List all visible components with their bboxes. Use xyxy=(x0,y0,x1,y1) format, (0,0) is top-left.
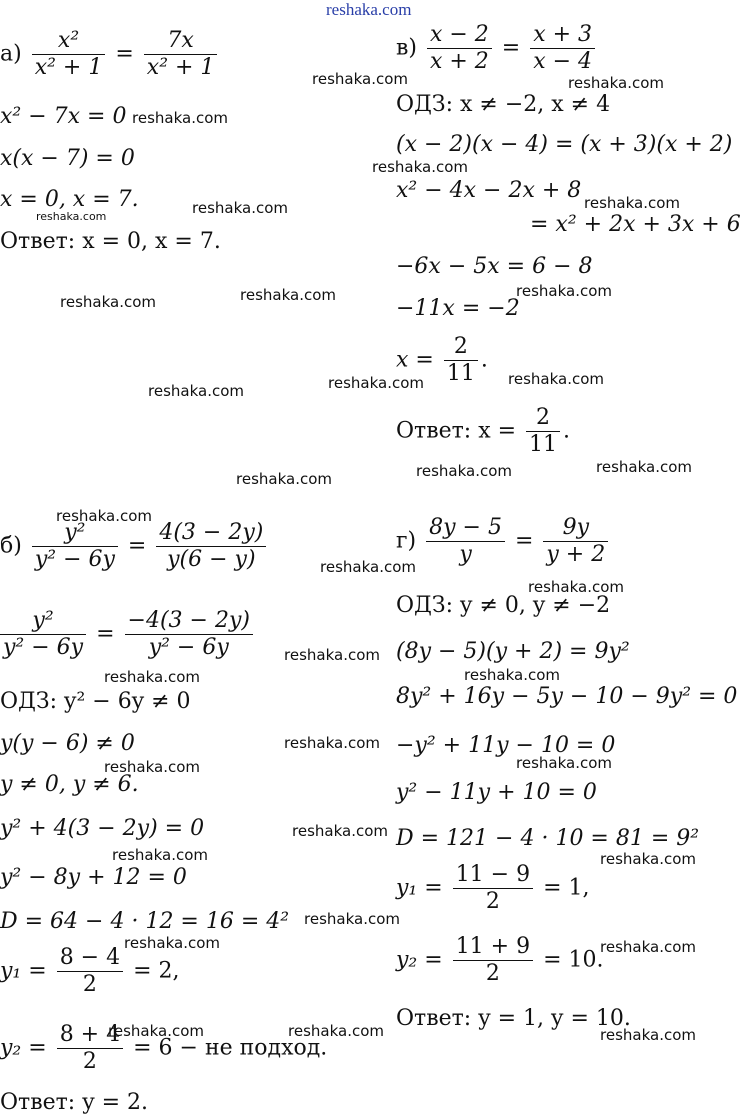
fraction-numerator: x + 3 xyxy=(530,22,595,49)
part-b-step: D = 64 − 4 · 12 = 16 = 4² xyxy=(0,909,290,934)
watermark-text: reshaka.com xyxy=(312,70,408,88)
fraction-denominator: y² − 6y xyxy=(34,547,115,572)
fraction-denominator: y² − 6y xyxy=(148,635,229,660)
watermark-text: reshaka.com xyxy=(508,370,604,388)
part-g-step: −y² + 11y − 10 = 0 xyxy=(396,733,616,758)
part-g-odz: ОДЗ: y ≠ 0, y ≠ −2 xyxy=(396,593,611,618)
part-v-result: x = $\frac{2}{11}$ . xyxy=(396,334,488,386)
watermark-text: reshaka.com xyxy=(288,1022,384,1040)
fraction-numerator: 8y − 5 xyxy=(426,515,505,542)
watermark-text: reshaka.com xyxy=(464,666,560,684)
fraction-denominator: 2 xyxy=(82,1049,97,1074)
part-b-step: y² − 8y + 12 = 0 xyxy=(0,865,187,890)
fraction-denominator: y(6 − y) xyxy=(167,547,256,572)
fraction-numerator: 9y xyxy=(543,515,608,542)
fraction-denominator: 11 xyxy=(529,432,558,457)
fraction-numerator: x² xyxy=(32,28,106,55)
part-a-label: а) xyxy=(0,41,22,67)
part-v-step: −11x = −2 xyxy=(396,296,520,321)
part-g-step: (8y − 5)(y + 2) = 9y² xyxy=(396,639,630,664)
part-v-label: в) xyxy=(396,35,417,61)
fraction-denominator: y xyxy=(459,542,472,567)
part-g-label: г) xyxy=(396,528,417,554)
fraction-numerator: 8 − 4 xyxy=(57,945,123,972)
part-b-odz: ОДЗ: y² − 6y ≠ 0 xyxy=(0,689,191,714)
part-b-step: y ≠ 0, y ≠ 6. xyxy=(0,772,139,797)
fraction-denominator: y² − 6y xyxy=(3,635,84,660)
watermark-text: reshaka.com xyxy=(516,282,612,300)
part-g-step: y² − 11y + 10 = 0 xyxy=(396,780,597,805)
part-b-answer: Ответ: y = 2. xyxy=(0,1090,149,1115)
fraction-denominator: 2 xyxy=(82,972,97,997)
watermark-text: reshaka.com xyxy=(284,646,380,664)
part-a-step: x = 0, x = 7. xyxy=(0,187,139,212)
watermark-text: reshaka.com xyxy=(236,470,332,488)
fraction-denominator: 11 xyxy=(446,361,475,386)
watermark-text: reshaka.com xyxy=(320,558,416,576)
watermark-text: reshaka.com xyxy=(516,754,612,772)
part-v-answer: Ответ: x = $\frac{2}{11}$ . xyxy=(396,405,571,457)
watermark-text: reshaka.com xyxy=(56,507,152,525)
watermark-text: reshaka.com xyxy=(596,458,692,476)
watermark-text: reshaka.com xyxy=(36,210,107,223)
part-a-step: x(x − 7) = 0 xyxy=(0,146,135,171)
part-g-equation: г) $\frac{8y - 5}{y}$ = $\frac{9y}{y + 2}$ xyxy=(396,515,611,568)
part-b-step: y² + 4(3 − 2y) = 0 xyxy=(0,816,205,841)
part-g-step: D = 121 − 4 · 10 = 81 = 9² xyxy=(396,826,700,851)
watermark-text: reshaka.com xyxy=(600,938,696,956)
part-b-label: б) xyxy=(0,533,22,559)
part-a-equation: а) $\frac{\text{x²}}{\text{x² + 1}}$ = $\frac{7x}{\text{x² + 1}}$ xyxy=(0,28,220,81)
part-v-step: x² − 4x − 2x + 8 xyxy=(396,178,582,203)
watermark-text: reshaka.com xyxy=(60,293,156,311)
part-v-equation: в) $\frac{x - 2}{x + 2}$ = $\frac{x + 3}{x - 4}$ xyxy=(396,22,598,75)
watermark-text: reshaka.com xyxy=(304,910,400,928)
part-a-step: x² − 7x = 0 xyxy=(0,104,127,129)
part-v-step: = x² + 2x + 3x + 6 xyxy=(530,212,741,237)
fraction-numerator: 7x xyxy=(144,28,218,55)
part-g-answer: Ответ: y = 1, y = 10. xyxy=(396,1006,631,1031)
fraction-numerator: y² xyxy=(0,608,86,635)
part-a-answer: Ответ: x = 0, x = 7. xyxy=(0,229,221,254)
fraction-denominator: x + 2 xyxy=(429,49,489,74)
part-b-root-2: y₂ = $\frac{8 + 4}{2}$ = 6 − не подход. xyxy=(0,1022,328,1074)
fraction-numerator: x − 2 xyxy=(427,22,492,49)
fraction-numerator: 11 + 9 xyxy=(453,934,533,961)
part-g-step: 8y² + 16y − 5y − 10 − 9y² = 0 xyxy=(396,684,738,709)
fraction-denominator: x² + 1 xyxy=(34,55,103,80)
fraction-numerator: 2 xyxy=(444,334,478,361)
watermark-text: reshaka.com xyxy=(132,109,228,127)
watermark-text: reshaka.com xyxy=(528,578,624,596)
watermark-text: reshaka.com xyxy=(600,850,696,868)
watermark-text: reshaka.com xyxy=(328,374,424,392)
watermark-text: reshaka.com xyxy=(584,194,680,212)
watermark-text: reshaka.com xyxy=(104,668,200,686)
part-g-root-1: y₁ = $\frac{11 - 9}{2}$ = 1, xyxy=(396,862,590,914)
fraction-denominator: 2 xyxy=(485,889,500,914)
fraction-numerator: 2 xyxy=(526,405,560,432)
fraction-denominator: x² + 1 xyxy=(146,55,215,80)
watermark-text: reshaka.com xyxy=(124,934,220,952)
part-b-step: y(y − 6) ≠ 0 xyxy=(0,731,135,756)
part-v-odz: ОДЗ: x ≠ −2, x ≠ 4 xyxy=(396,92,611,117)
fraction-denominator: x − 4 xyxy=(533,49,593,74)
site-header-link[interactable]: reshaka.com xyxy=(326,0,412,19)
watermark-text: reshaka.com xyxy=(284,734,380,752)
fraction-denominator: 2 xyxy=(485,961,500,986)
watermark-text: reshaka.com xyxy=(292,822,388,840)
fraction-numerator: y² xyxy=(32,520,118,547)
watermark-text: reshaka.com xyxy=(240,286,336,304)
watermark-text: reshaka.com xyxy=(148,382,244,400)
part-b-equation-2: $\frac{\text{y²}}{\text{y² − 6y}}$ = $\frac{-4(3 - 2y)}{\text{y² − 6y}}$ xyxy=(0,608,256,661)
fraction-numerator: −4(3 − 2y) xyxy=(125,608,253,635)
fraction-numerator: 8 + 4 xyxy=(57,1022,123,1049)
fraction-numerator: 4(3 − 2y) xyxy=(156,520,266,547)
fraction-numerator: 11 − 9 xyxy=(453,862,533,889)
watermark-text: reshaka.com xyxy=(112,846,208,864)
part-v-step: (x − 2)(x − 4) = (x + 3)(x + 2) xyxy=(396,132,733,157)
part-b-equation: б) $\frac{\text{y²}}{\text{y² − 6y}}$ = $\frac{4(3 - 2y)}{y(6 - y)}$ xyxy=(0,520,269,573)
part-b-root-1: y₁ = $\frac{8 - 4}{2}$ = 2, xyxy=(0,945,180,997)
fraction-denominator: y + 2 xyxy=(546,542,606,567)
watermark-text: reshaka.com xyxy=(600,1026,696,1044)
watermark-text: reshaka.com xyxy=(104,758,200,776)
part-v-step: −6x − 5x = 6 − 8 xyxy=(396,254,593,279)
watermark-text: reshaka.com xyxy=(372,158,468,176)
watermark-text: reshaka.com xyxy=(416,462,512,480)
watermark-text: reshaka.com xyxy=(568,74,664,92)
watermark-text: reshaka.com xyxy=(192,199,288,217)
part-g-root-2: y₂ = $\frac{11 + 9}{2}$ = 10. xyxy=(396,934,604,986)
watermark-text: reshaka.com xyxy=(108,1022,204,1040)
